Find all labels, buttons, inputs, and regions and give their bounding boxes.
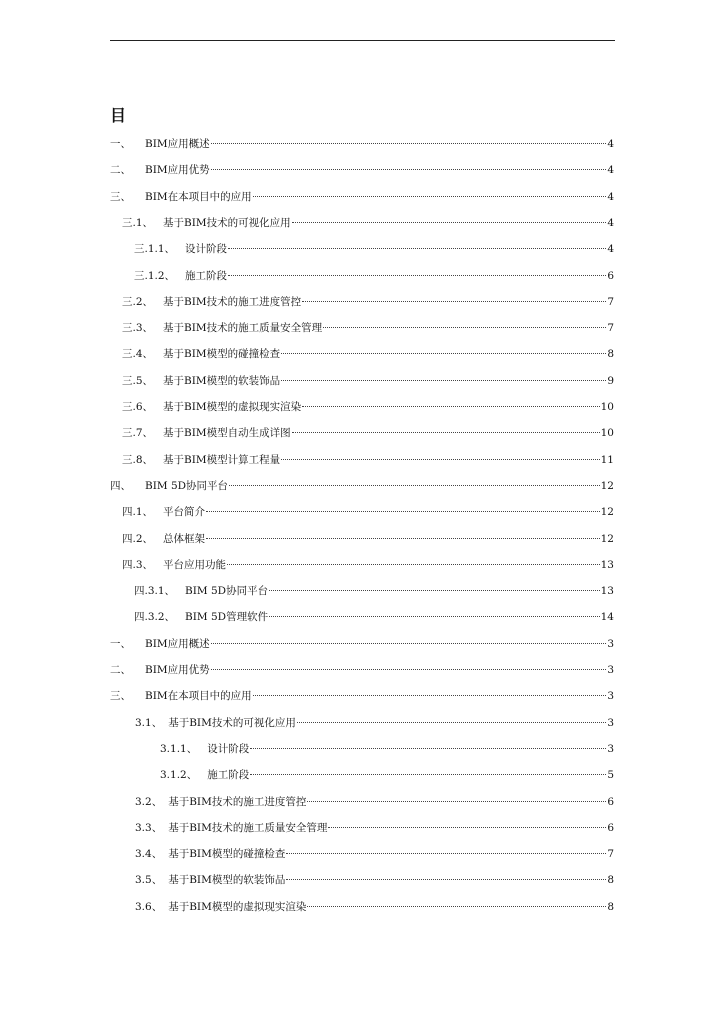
toc-leader-dots <box>292 214 607 223</box>
toc-entry-page: 10 <box>600 427 614 439</box>
toc-entry-page: 6 <box>607 822 614 834</box>
toc-entry[interactable] <box>122 397 614 417</box>
toc-entry[interactable] <box>122 344 614 364</box>
toc-entry[interactable] <box>122 213 614 233</box>
toc-leader-dots <box>286 871 606 880</box>
toc-entry-number: 四.3.1、 <box>134 585 176 597</box>
toc-entry-number: 三.8、 <box>122 454 154 466</box>
toc-entry[interactable] <box>110 634 614 654</box>
toc-entry-page: 3 <box>607 690 614 702</box>
toc-entry-page: 3 <box>607 664 614 676</box>
toc-entry-number: 三.1.1、 <box>134 243 176 255</box>
toc-leader-dots <box>211 161 607 170</box>
toc-entry-page: 4 <box>607 191 614 203</box>
toc-leader-dots <box>250 740 606 749</box>
toc-entry[interactable] <box>135 818 614 838</box>
toc-entry-page: 4 <box>607 138 614 150</box>
toc-leader-dots <box>307 898 606 907</box>
toc-entry-page: 8 <box>607 874 614 886</box>
toc-leader-dots <box>250 766 606 775</box>
toc-entry[interactable] <box>122 318 614 338</box>
toc-entry[interactable] <box>135 897 614 917</box>
toc-entry[interactable] <box>134 581 614 601</box>
toc-entry-number: 三.7、 <box>122 427 154 439</box>
toc-entry-page: 10 <box>600 401 614 413</box>
toc-leader-dots <box>286 845 606 854</box>
toc-entry[interactable] <box>110 160 614 180</box>
toc-leader-dots <box>253 687 607 696</box>
toc-entry-number: 四.1、 <box>122 506 154 518</box>
toc-entry-number: 四.2、 <box>122 533 154 545</box>
toc-entry-number: 3.1.1、 <box>160 743 198 755</box>
toc-entry-title: 施工阶段 <box>185 270 228 282</box>
toc-entry-number: 三、 <box>110 690 131 702</box>
toc-entry-number: 3.1、 <box>135 717 163 729</box>
toc-entry-page: 4 <box>607 164 614 176</box>
toc-entry-title: 基于BIM技术的施工进度管控 <box>168 796 307 808</box>
toc-entry[interactable] <box>134 239 614 259</box>
toc-entry[interactable] <box>135 713 614 733</box>
toc-entry-title: BIM应用概述 <box>145 138 210 150</box>
toc-entry-page: 13 <box>600 585 614 597</box>
toc-entry-page: 7 <box>607 322 614 334</box>
toc-entry-number: 3.3、 <box>135 822 163 834</box>
toc-leader-dots <box>228 240 606 249</box>
toc-entry[interactable] <box>135 792 614 812</box>
toc-entry-number: 二、 <box>110 664 131 676</box>
toc-entry[interactable] <box>134 266 614 286</box>
toc-entry-number: 二、 <box>110 164 131 176</box>
toc-entry-title: BIM在本项目中的应用 <box>145 191 252 203</box>
toc-entry[interactable] <box>160 739 614 759</box>
toc-leader-dots <box>281 345 606 354</box>
toc-entry[interactable] <box>110 660 614 680</box>
toc-entry-number: 三.4、 <box>122 348 154 360</box>
toc-entry-title: 基于BIM模型的软装饰品 <box>163 375 281 387</box>
toc-entry[interactable] <box>122 292 614 312</box>
toc-entry-number: 一、 <box>110 638 131 650</box>
toc-entry-title: 基于BIM模型的碰撞检查 <box>163 348 281 360</box>
toc-entry-page: 6 <box>607 270 614 282</box>
toc-entry-title: 基于BIM模型的虚拟现实渲染 <box>163 401 302 413</box>
toc-entry-page: 11 <box>600 454 614 466</box>
toc-entry-title: 基于BIM技术的施工质量安全管理 <box>163 322 323 334</box>
toc-entry-number: 四.3、 <box>122 559 154 571</box>
toc-entry-page: 5 <box>607 769 614 781</box>
toc-entry[interactable] <box>122 555 614 575</box>
toc-leader-dots <box>211 661 607 670</box>
toc-leader-dots <box>269 582 600 591</box>
toc-entry[interactable] <box>122 371 614 391</box>
toc-leader-dots <box>292 424 600 433</box>
toc-entry-number: 三、 <box>110 191 131 203</box>
toc-entry-number: 三.2、 <box>122 296 154 308</box>
toc-entry-number: 三.5、 <box>122 375 154 387</box>
toc-entry-title: BIM在本项目中的应用 <box>145 690 252 702</box>
toc-leader-dots <box>211 635 607 644</box>
toc-entry-title: 基于BIM模型的虚拟现实渲染 <box>168 901 307 913</box>
toc-entry-number: 三.3、 <box>122 322 154 334</box>
toc-entry-title: 基于BIM模型计算工程量 <box>163 454 281 466</box>
toc-entry-title: 基于BIM技术的施工质量安全管理 <box>168 822 328 834</box>
toc-entry-page: 14 <box>600 611 614 623</box>
toc-entry-title: 基于BIM模型的软装饰品 <box>168 874 286 886</box>
toc-entry-number: 3.2、 <box>135 796 163 808</box>
toc-entry-title: 基于BIM模型自动生成详图 <box>163 427 291 439</box>
toc-leader-dots <box>206 503 600 512</box>
toc-leader-dots <box>227 556 600 565</box>
toc-entry-page: 8 <box>607 348 614 360</box>
toc-entry[interactable] <box>110 134 614 154</box>
toc-leader-dots <box>302 293 606 302</box>
toc-leader-dots <box>253 188 607 197</box>
toc-entry-page: 3 <box>607 717 614 729</box>
toc-entry-number: 3.5、 <box>135 874 163 886</box>
toc-entry-title: BIM 5D管理软件 <box>185 611 269 623</box>
toc-entry-title: BIM应用优势 <box>145 664 210 676</box>
toc-entry[interactable] <box>110 187 614 207</box>
toc-entry-title: 设计阶段 <box>207 743 250 755</box>
toc-entry-number: 三.1.2、 <box>134 270 176 282</box>
toc-entry-title: 平台应用功能 <box>163 559 227 571</box>
toc-entry[interactable] <box>160 765 614 785</box>
toc-entry[interactable] <box>135 870 614 890</box>
toc-leader-dots <box>269 608 600 617</box>
toc-entry-title: BIM应用优势 <box>145 164 210 176</box>
toc-entry-title: 基于BIM技术的可视化应用 <box>168 717 296 729</box>
toc-entry-title: 基于BIM技术的可视化应用 <box>163 217 291 229</box>
toc-leader-dots <box>297 714 606 723</box>
toc-leader-dots <box>323 319 606 328</box>
toc-leader-dots <box>302 398 599 407</box>
toc-entry-title: 基于BIM模型的碰撞检查 <box>168 848 286 860</box>
toc-leader-dots <box>328 819 606 828</box>
toc-entry-page: 3 <box>607 743 614 755</box>
toc-entry[interactable] <box>110 686 614 706</box>
toc-entry-page: 7 <box>607 848 614 860</box>
toc-entry-number: 四.3.2、 <box>134 611 176 623</box>
toc-entry-page: 3 <box>607 638 614 650</box>
toc-entry-title: 平台简介 <box>163 506 206 518</box>
toc-entry-page: 9 <box>607 375 614 387</box>
toc-entry-title: BIM应用概述 <box>145 638 210 650</box>
toc-entry-page: 7 <box>607 296 614 308</box>
toc-entry-page: 8 <box>607 901 614 913</box>
toc-entry-page: 6 <box>607 796 614 808</box>
header-rule <box>110 40 615 41</box>
toc-entry[interactable] <box>122 529 614 549</box>
toc-leader-dots <box>307 793 606 802</box>
toc-entry[interactable] <box>122 423 614 443</box>
toc-entry-page: 12 <box>600 480 614 492</box>
toc-entry-number: 3.6、 <box>135 901 163 913</box>
toc-entry[interactable] <box>134 607 614 627</box>
toc-entry-page: 4 <box>607 217 614 229</box>
toc-leader-dots <box>281 372 606 381</box>
toc-entry-title: 设计阶段 <box>185 243 228 255</box>
toc-entry-title: 施工阶段 <box>207 769 250 781</box>
toc-leader-dots <box>228 267 606 276</box>
toc-entry-page: 12 <box>600 506 614 518</box>
toc-entry-number: 3.1.2、 <box>160 769 198 781</box>
toc-leader-dots <box>281 451 599 460</box>
toc-entry-title: BIM 5D协同平台 <box>145 480 229 492</box>
toc-entry-number: 3.4、 <box>135 848 163 860</box>
toc-entry[interactable] <box>110 476 614 496</box>
toc-entry-title: 基于BIM技术的施工进度管控 <box>163 296 302 308</box>
toc-title: 目 <box>110 106 127 125</box>
toc-leader-dots <box>206 530 600 539</box>
toc-entry[interactable] <box>135 844 614 864</box>
toc-entry-title: BIM 5D协同平台 <box>185 585 269 597</box>
toc-entry-number: 三.6、 <box>122 401 154 413</box>
toc-entry-number: 四、 <box>110 480 131 492</box>
toc-leader-dots <box>211 135 607 144</box>
toc-entry-number: 三.1、 <box>122 217 154 229</box>
toc-leader-dots <box>229 477 600 486</box>
toc-entry-number: 一、 <box>110 138 131 150</box>
toc-entry-title: 总体框架 <box>163 533 206 545</box>
toc-entry[interactable] <box>122 450 614 470</box>
toc-entry-page: 4 <box>607 243 614 255</box>
toc-entry-page: 13 <box>600 559 614 571</box>
toc-entry-page: 12 <box>600 533 614 545</box>
toc-entry[interactable] <box>122 502 614 522</box>
